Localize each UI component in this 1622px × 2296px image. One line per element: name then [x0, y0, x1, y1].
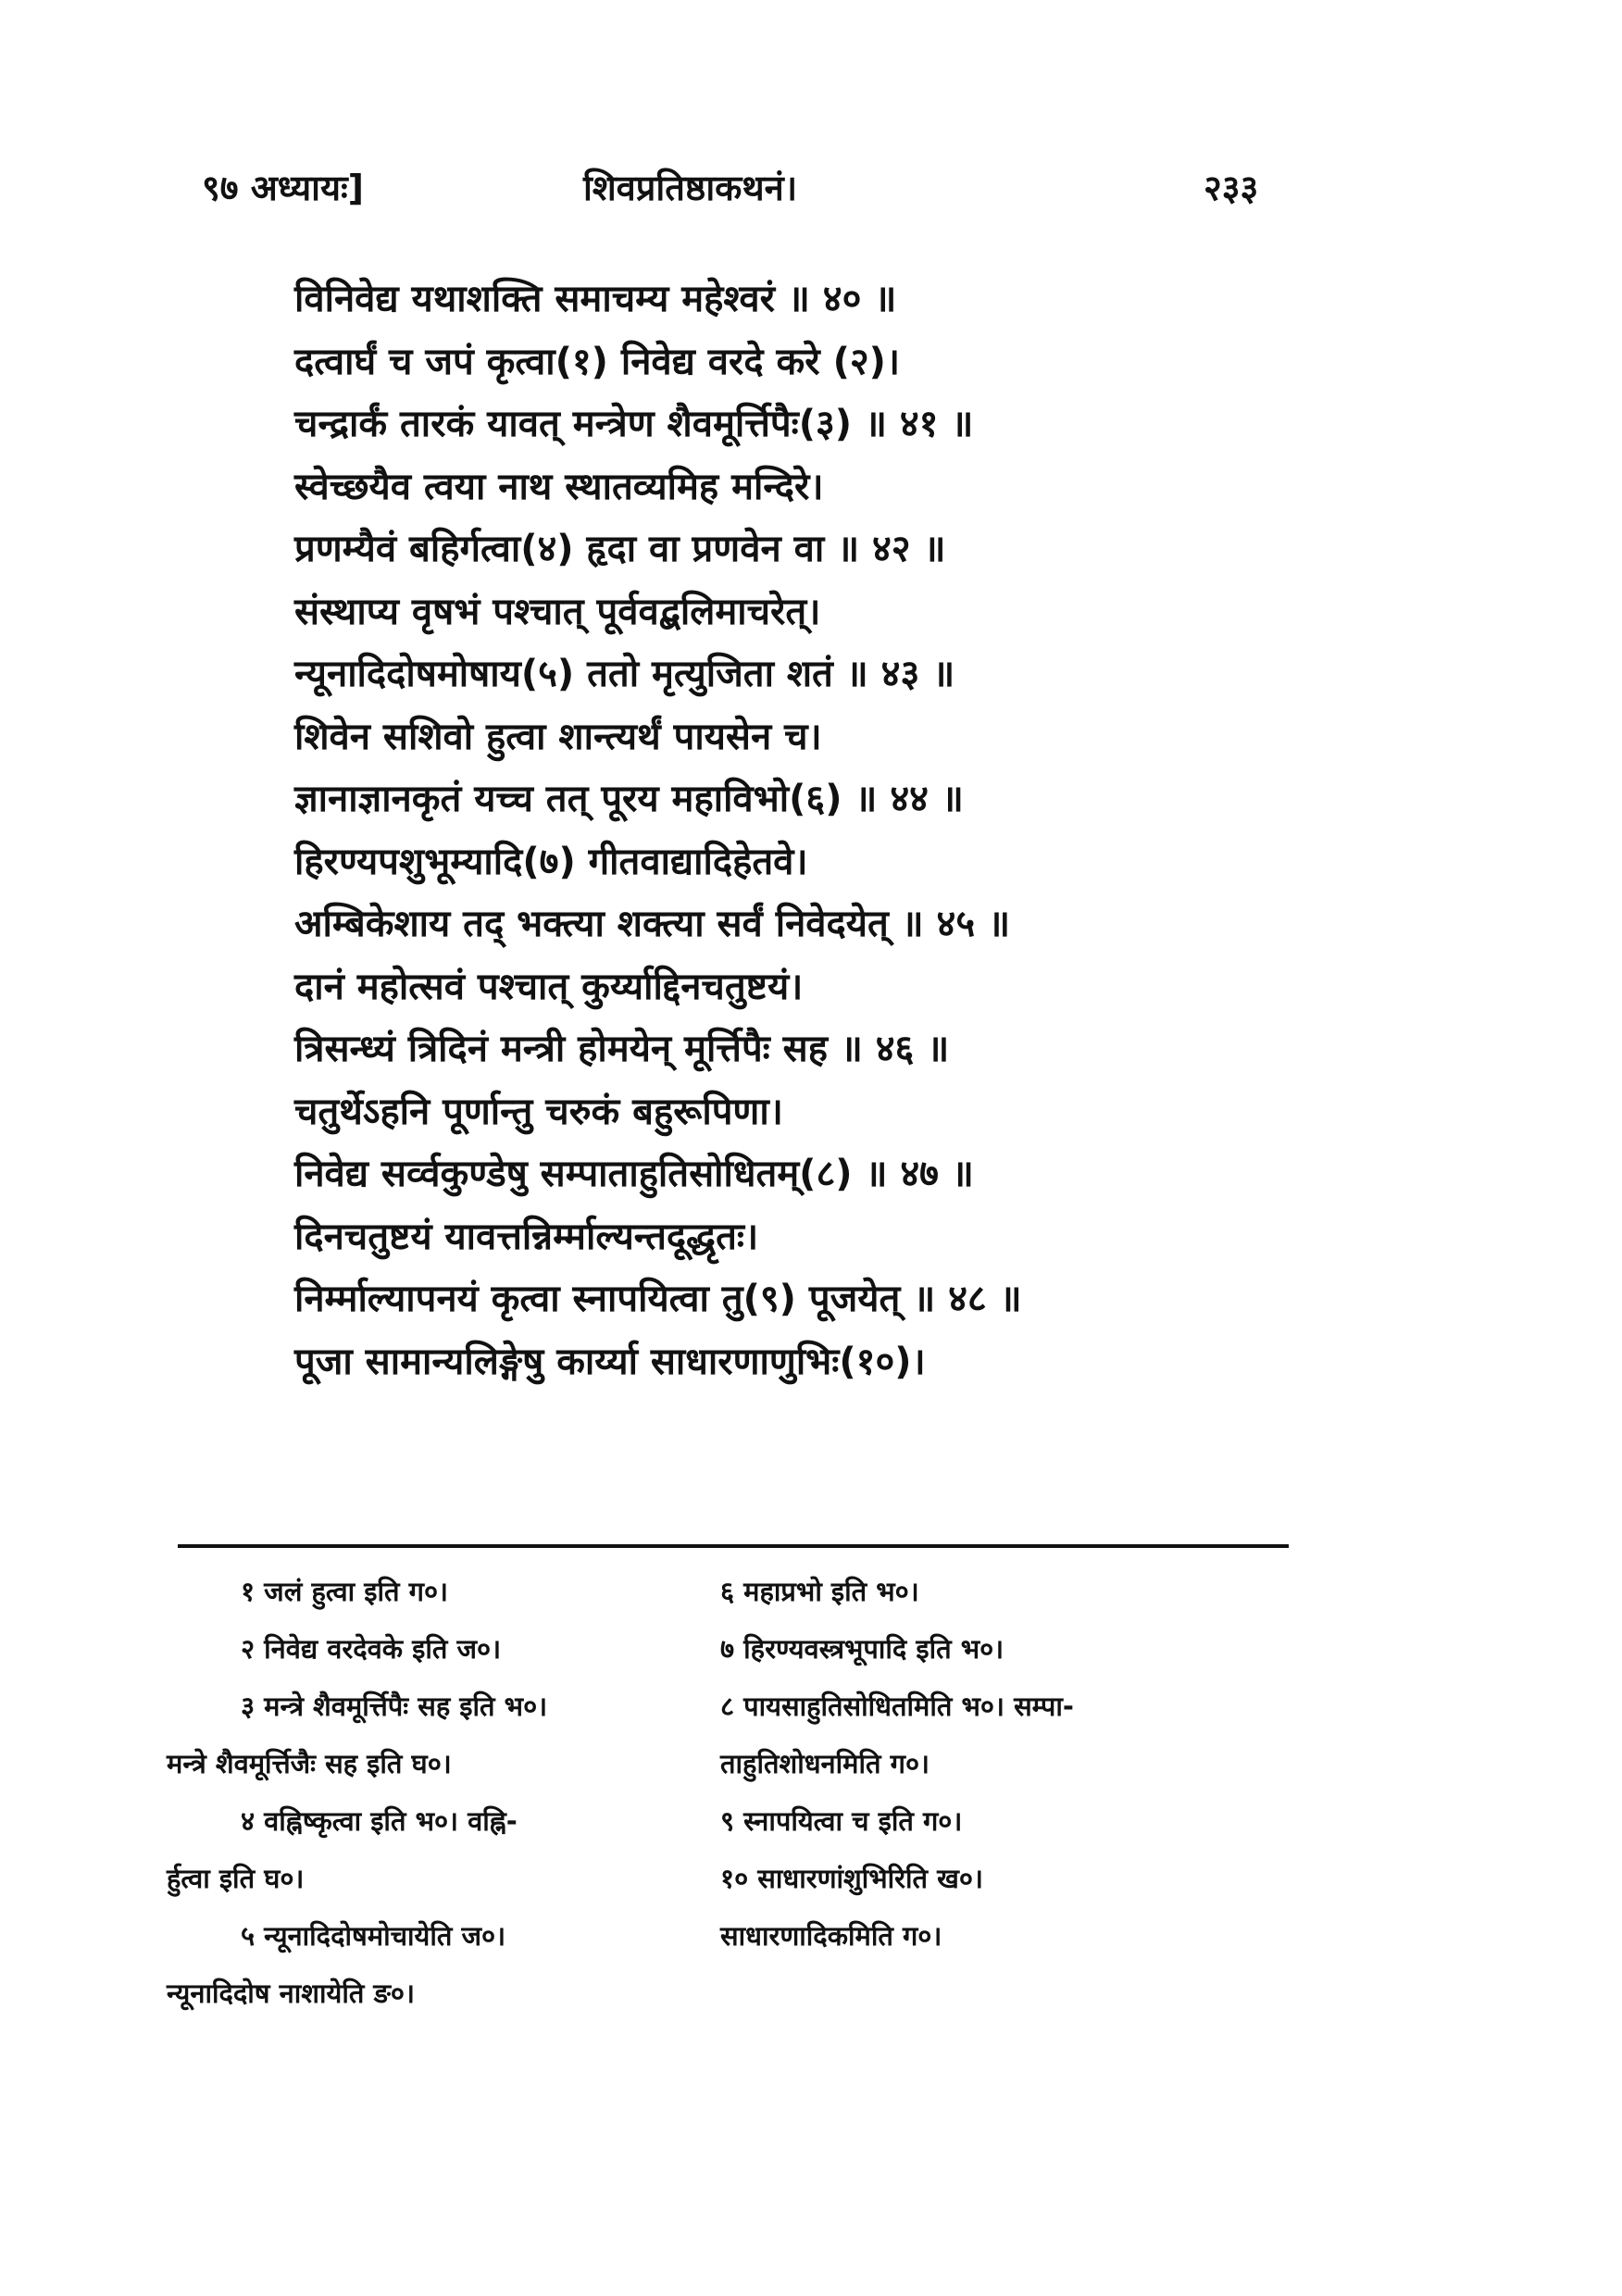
page-number: २३३	[1204, 168, 1259, 208]
footnote-3-cont: मन्त्रे शैवमूर्त्तिजैः सह इति घ०।	[167, 1748, 452, 1779]
verse-line: दत्वार्घं च जपं कृत्वा(१) निवेद्य वरदे करे (२)।	[294, 340, 901, 383]
verse-block	[294, 268, 1331, 1393]
verse-line: निर्म्माल्यापनयं कृत्वा स्नापयित्वा तु(९) पूजयेत् ॥ ४८ ॥	[294, 1278, 1022, 1320]
footnote-9: ९ स्नापयित्वा च इति ग०।	[720, 1805, 963, 1837]
verse-line: शिवेन सशिवो हुत्वा शान्त्यर्थं पायसेन च।	[294, 715, 822, 758]
verse-line: पूजा सामान्यलिङ्गेषु कार्य्या साधारणाणुभिः(१०)।	[294, 1340, 926, 1383]
verse-line: दिनचतुष्टयं यावत्तन्निर्म्माल्यन्तदूद्धृतः।	[294, 1215, 759, 1258]
footnote-3: ३ मन्त्रे शैवमूर्त्तिपैः सह इति भ०।	[241, 1691, 548, 1722]
footnote-8-cont: ताहुतिशोधनमिति ग०।	[720, 1748, 930, 1779]
footnote-10: १० साधारणांशुभिरिति ख०।	[720, 1863, 983, 1894]
verse-line: स्वेच्छयैव त्वया नाथ स्थातव्यमिह मन्दिरे।	[294, 465, 824, 508]
footnote-8: ८ पायसाहुतिसोधितमिति भ०। सम्पा-	[720, 1691, 1074, 1722]
verse-line: निवेद्य सर्व्वकुण्डेषु सम्पाताहुतिसोधितम्(८) ॥ ४७ ॥	[294, 1153, 974, 1195]
verse-line: दानं महोत्सवं पश्चात् कुर्य्याद्दिनचतुष्टयं।	[294, 965, 804, 1008]
running-head	[0, 163, 1622, 218]
page-title: शिवप्रतिष्ठाकथनं।	[583, 168, 798, 208]
footnote-5: ५ न्यूनादिदोषमोचायेति ज०।	[241, 1920, 506, 1952]
verse-line: न्यूनादिदोषमोषाय(५) ततो मृत्युजिता शतं ॥ ४३ ॥	[294, 653, 955, 695]
footnote-4-cont: र्हुत्वा इति घ०।	[167, 1863, 305, 1894]
verse-line: अम्बिकेशाय तद् भक्त्या शक्त्या सर्वं निवेदयेत् ॥ ४५ ॥	[294, 903, 1011, 945]
verse-line: प्रणम्यैवं बहिर्गत्वा(४) हृदा वा प्रणवेन वा ॥ ४२ ॥	[294, 528, 946, 570]
footnote-2: २ निवेद्य वरदेवके इति ज०।	[241, 1633, 502, 1665]
footnotes-left-column	[167, 1563, 685, 2022]
footnote-1: १ जलं हुत्वा इति ग०।	[241, 1576, 449, 1607]
verse-line: त्रिसन्ध्यं त्रिदिनं मन्त्री होमयेन् मूर्त्तिपैः सह ॥ ४६ ॥	[294, 1028, 950, 1070]
footnote-10-cont: साधारणादिकमिति ग०।	[720, 1920, 942, 1952]
footnote-7: ७ हिरण्यवस्त्रभूपादि इति भ०।	[720, 1633, 1004, 1665]
verse-line: विनिवेद्य यथाशक्ति समाचम्य महेश्वरं ॥ ४० ॥	[294, 278, 897, 320]
footnotes-right-column	[720, 1563, 1350, 1965]
footnote-divider	[178, 1544, 1289, 1548]
footnote-4: ४ वह्निष्कृत्वा इति भ०। वह्नि-	[241, 1805, 518, 1837]
verse-line: चतुर्थेऽहनि पूर्णान्तु चरुकं बहुरूपिणा।	[294, 1090, 783, 1133]
verse-line: चन्द्रार्कं तारकं यावत् मन्त्रेण शैवमूर्त्तिपैः(३) ॥ ४१ ॥	[294, 403, 974, 445]
chapter-label: ९७ अध्यायः]	[202, 168, 365, 208]
verse-line: संस्थाप्य वृषभं पश्चात् पूर्ववद्बलिमाचरेत्।	[294, 590, 821, 633]
verse-line: ज्ञानाज्ञानकृतं यच्च तत् पूरय महाविभो(६) ॥ ४४ ॥	[294, 778, 964, 820]
footnote-6: ६ महाप्रभो इति भ०।	[720, 1576, 919, 1607]
verse-line: हिरण्यपशुभूम्यादि(७) गीतवाद्यादिहेतवे।	[294, 840, 808, 883]
footnote-5-cont: न्यूनादिदोष नाशायेति ङ०।	[167, 1978, 415, 2009]
